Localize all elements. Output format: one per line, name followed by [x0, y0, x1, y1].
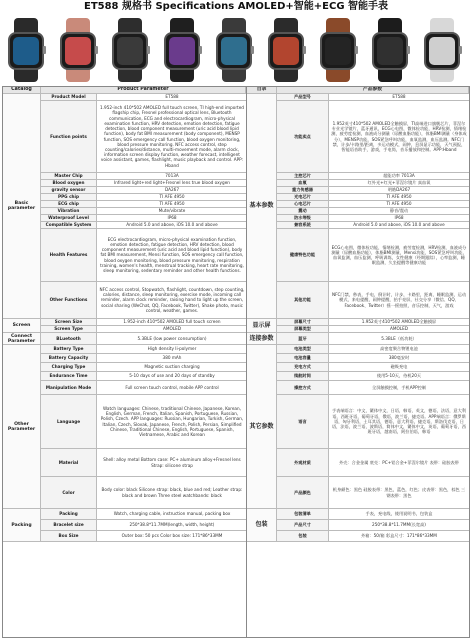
spec-key: Box Size [41, 531, 97, 541]
spec-key: Charging Type [41, 363, 97, 371]
spec-value: AMOLED [163, 326, 181, 332]
header-parameter: Product Parameter [41, 87, 246, 93]
spec-value: Watch languages: Chinese, traditional Chinese, Japanese, Korean, English, German, French, Italian, Spanish, Portuguese, Russian, Polish, Czech. APP languages: Russian, Hungarian, Turkish, German, Italian, Czech, Slovak, Japanese, French, Polish, Persian, Simplified Chinese, Traditional Chinese, English, Portuguese, Spanish, Vietnamese, Arabic and Korean [100, 405, 244, 437]
spec-value: 全屏触摸控制，手机APP控制 [372, 384, 426, 390]
spec-row [247, 326, 469, 333]
spec-value: 1.952-inch 410*502 AMOLED full touch screen [123, 319, 221, 325]
spec-value: TI AFE 4950 [386, 201, 412, 207]
spec-value: TI AFE 4950 [159, 194, 185, 200]
spec-key: 其他功能 [277, 282, 329, 318]
spec-row [247, 345, 469, 354]
spec-key: Battery Type [41, 345, 97, 353]
watch-brown-icon [314, 18, 362, 82]
spec-key: Language [41, 395, 97, 448]
category-label: 连接参数 [247, 333, 277, 345]
spec-row [247, 372, 469, 381]
spec-value: DA267 [164, 187, 179, 193]
spec-value: Body color: black Silicone strap: black, blue and red; Leather strap: black and brown Three steel watchbands: black [101, 487, 243, 498]
spec-row [247, 215, 469, 222]
spec-value: 使用5-10天，待机20天 [376, 373, 422, 379]
spec-key: Product Model [41, 94, 97, 100]
watch-black-icon [2, 18, 50, 82]
spec-sheet [2, 86, 470, 638]
spec-value: ET588 [165, 94, 179, 100]
spec-value: 外箱：50/箱 彩盒尺寸：171*86*33MM [361, 533, 437, 539]
chinese-spec-table [247, 87, 469, 637]
spec-value: 高密度聚合物锂电池 [380, 346, 418, 352]
spec-value: ECG心电图，微体检功能，情绪检测，疲劳度检测，HRV检测，血液成分测量（尿酸血脂功能），体脂BMI测量，Mensi功能，SOS紧急呼叫功能，血氧监测，血压监测，呼吸训练，女性健康（经期跟踪），心率监测，睡眠监测，久坐提醒等健康功能 [331, 244, 467, 266]
category-label: 其它参数 [247, 345, 277, 509]
spec-value: ECG electrocardiogram, micro-physical examination function, emotion detection, fatigue detection, HRV detection, blood component measurement (uric acid and blood lipid function), body fat BMI measurement, Mensi function, SOS emergency call function, blood oxygen monitoring, blood pressure monitoring, respiration training, women's health, menstrual tracking, heart rate monitoring, sleep monitoring, sedentary reminder and other health functions. [100, 236, 244, 273]
spec-key: 重力传感器 [277, 187, 329, 193]
spec-key: 蓝牙 [277, 333, 329, 344]
spec-row [247, 395, 469, 449]
spec-row [247, 201, 469, 208]
spec-value: 手表，充电线，使用说明书，包装盒 [365, 511, 433, 517]
spec-key: 光电芯片 [277, 194, 329, 200]
category-label: 包装 [247, 509, 277, 542]
spec-value: 红外光+红光+菲涅尔镜片 真血氧 [367, 180, 431, 186]
spec-row [247, 449, 469, 477]
spec-value: 1.952英寸410*502 AMOLED全触摸屏，TI高端进口旗舰芯片，菲涅尔专业光学镜片，蓝牙通讯，ECG心电图，微体检功能，HRV检测，情绪检测，疲劳度检测，血液成分测量（尿酸血脂功能），体脂BMI测量（身体成分），MENSP功能，SOS紧急呼叫功能，血氧监测，血压监测。NFC门禁，计步/卡路里/距离，多运动模式，闹钟，息屏显示功能，天气预报，智能语音助手，游戏，手电筒，音乐播放和控制。APP:Hband [331, 120, 467, 152]
spec-value: Mute/vibrate [158, 208, 186, 214]
spec-value: Outer box: 50 pcs Color box size: 171*86*33MM [121, 533, 223, 539]
spec-row [247, 354, 469, 363]
spec-key: Bracelet size [41, 520, 97, 530]
spec-key: 血氧 [277, 180, 329, 186]
category-label: Connect Parameter [3, 333, 41, 345]
spec-key: Battery Capacity [41, 354, 97, 362]
spec-row [247, 194, 469, 201]
spec-key: Vibration [41, 208, 97, 214]
spec-value: Shell: alloy metal Bottom case: PC+ aluminum alloy+Fresnel lens Strap: silicone strap [103, 457, 241, 468]
header-catalog: Catalog [3, 87, 41, 93]
spec-row [247, 509, 469, 520]
spec-key: 屏幕类型 [277, 326, 329, 332]
spec-row [247, 208, 469, 215]
spec-row [247, 173, 469, 180]
spec-row [247, 520, 469, 531]
spec-key: 兼容系统 [277, 222, 329, 228]
spec-value: TI AFE 4950 [386, 194, 412, 200]
spec-key: Endurance Time [41, 372, 97, 380]
category-label: 基本参数 [247, 94, 277, 319]
spec-value: 超能功率 7013A [383, 173, 415, 179]
spec-row [247, 94, 469, 101]
spec-key: 产品型号 [277, 94, 329, 100]
spec-row [247, 381, 469, 395]
spec-value: IP68 [394, 215, 404, 221]
spec-value: NFC access control, Stopwatch, flashlight, countdown, step counting, calories, distance, sleep monitoring, exercise mode, incoming call reminder, alarm clock reminder, raising hand to light up the screen, social sharing (WeChat, QQ, Facebook, Twitter), Shake photo, music control, weather, games. [99, 286, 245, 313]
spec-key: Master Chip [41, 173, 97, 179]
spec-value: 380毫安时 [388, 355, 410, 361]
spec-value: 1.952英寸410*502 AMOLED全触摸屏 [361, 319, 437, 325]
header-catalog: 目录 [247, 87, 277, 93]
spec-row [247, 282, 469, 319]
spec-key: Packing [41, 509, 97, 519]
watch-red-icon [262, 18, 310, 82]
spec-key: 语言 [277, 395, 329, 448]
spec-value: Android 5.0 and above, iOS 10.0 and above [126, 222, 218, 228]
spec-row [247, 363, 469, 372]
spec-value: 5.3BLE（低功耗） [381, 335, 417, 341]
spec-key: Blood oxygen [41, 180, 97, 186]
spec-key: 心电芯片 [277, 201, 329, 207]
spec-key: 操控方式 [277, 381, 329, 394]
spec-row [247, 187, 469, 194]
spec-value: 外壳：合金金属 底壳：PC+铝合金+菲涅尔镜片 表带：硅胶表带 [339, 459, 459, 465]
spec-value: 静音/震动 [389, 208, 409, 214]
spec-value: Watch, charging cable, instruction manual, packing box [113, 511, 231, 517]
product-image-strip [2, 16, 470, 84]
spec-value: Infrared light+red light+Fresnel lens true blood oxygen [114, 180, 230, 186]
spec-key: 续航时间 [277, 372, 329, 380]
spec-value: ET588 [392, 94, 406, 100]
table-header [247, 87, 469, 94]
spec-row [247, 531, 469, 542]
spec-value: 磁吸充电 [390, 364, 408, 370]
watch-side-icon [366, 18, 414, 82]
spec-value: Android 5.0 and above, iOS 10.0 and above [353, 222, 445, 228]
page-title: ET588 规格书 Specifications AMOLED+智能+ECG 智能手表 [83, 1, 389, 12]
spec-value: 1.952-inch 410*502 AMOLED full touch screen, TI high-end imported flagship chip, Fresnel professional optical lens, Bluetooth communication, ECG and electrocardiogram, micro-physical examination function, HRV detection, emotion detection, fatigue detection, blood component measurement (uric acid blood lipid function), body fat BMI measurement (body component), MENSP function, SOS emergency call function, blood oxygen monitoring, blood pressure monitoring. NFC access control, step counting/calories/distance, multi-movement mode, alarm clock, information screen display function, weather forecast, intelligent voice assistant, games, flashlight, music playback and control. APP: Hband [100, 105, 244, 168]
spec-key: 充电方式 [277, 363, 329, 371]
spec-value: 380 mAh [162, 355, 182, 361]
spec-value: 7013A [165, 173, 179, 179]
spec-key: 包装 [277, 531, 329, 541]
spec-value: 250*38.8*11.7MM(长宽高) [372, 522, 426, 528]
spec-key: PPG chip [41, 194, 97, 200]
spec-key: 外观材质 [277, 449, 329, 476]
watch-purple-icon [158, 18, 206, 82]
spec-row [247, 229, 469, 282]
spec-value: Full screen touch control, mobile APP control [125, 384, 219, 390]
spec-key: gravity sensor [41, 187, 97, 193]
spec-key: 电池容量 [277, 354, 329, 362]
watch-pink-icon [54, 18, 102, 82]
spec-key: Screen Type [41, 326, 97, 332]
spec-value: TI AFE 4950 [159, 201, 185, 207]
spec-key: Color [41, 477, 97, 508]
category-label: Packing [3, 509, 41, 542]
spec-key: Manipulation Mode [41, 381, 97, 394]
spec-key: 防水等级 [277, 215, 329, 221]
spec-row [247, 180, 469, 187]
spec-key: 产品尺寸 [277, 520, 329, 530]
spec-key: Waterproof Level [41, 215, 97, 221]
spec-key: 主控芯片 [277, 173, 329, 179]
spec-key: Compatible System [41, 222, 97, 228]
spec-key: Health Features [41, 229, 97, 281]
spec-row [247, 477, 469, 509]
spec-key: BLuetooth [41, 333, 97, 344]
spec-value: 机身颜色：黑色 硅胶表带：黑色，蓝色，红色；皮表带：黑色，棕色 三钢表带：黑色 [332, 487, 466, 498]
watch-dark-icon [106, 18, 154, 82]
spec-key: Function points [41, 101, 97, 172]
spec-key: Screen Size [41, 319, 97, 325]
category-label: Basic parameter [3, 94, 41, 319]
table-header [3, 87, 246, 94]
spec-key: 包装清单 [277, 509, 329, 519]
watch-blue-icon [210, 18, 258, 82]
category-label: Screen [3, 319, 41, 333]
spec-key: ECG chip [41, 201, 97, 207]
category-label: 显示屏 [247, 319, 277, 333]
spec-value: 5.3BLE (low power consumption) [137, 335, 207, 341]
spec-key: 健康特色功能 [277, 229, 329, 281]
spec-row [247, 319, 469, 326]
spec-row [247, 101, 469, 173]
spec-value: 手表端语言：中文，繁体中文，日语，韩语，英文，德语，法语，意大利语，西班牙语，葡萄牙语，俄语，波兰语，捷克语。APP端语言：俄罗斯语，匈牙利语，土耳其语，德语，意大利语，捷克语，斯洛伐克语，日语，法语，波兰语，波斯语，简体中文，繁体中文，英语，葡萄牙语，西班牙语，越南语，阿拉伯语，韩语 [331, 408, 466, 435]
spec-value: AMOLED [390, 326, 408, 332]
spec-value: High density li-polymer [147, 346, 197, 352]
spec-key: Other Functions [41, 282, 97, 318]
spec-value: 5-10 days of use and 20 days of standby [129, 373, 215, 379]
spec-value: 250*38.8*11.7MM(length, width, height) [129, 522, 215, 528]
spec-key: 功能卖点 [277, 101, 329, 172]
spec-value: IP68 [167, 215, 177, 221]
spec-key: Material [41, 449, 97, 476]
spec-key: 震动 [277, 208, 329, 214]
header-parameter: 产品参数 [277, 87, 469, 93]
spec-row [247, 333, 469, 345]
spec-value: 明皓DA267 [387, 187, 411, 193]
spec-key: 产品颜色 [277, 477, 329, 508]
spec-value: NFC门禁，秒表，手电，倒计时，计步，卡路里，距离，睡眠监测，运动模式，来电提醒，闹钟提醒，抬手亮屏，社交分享（微信、QQ、Facebook、Twitter）摇一摇拍照，音乐控制，天气，游戏 [331, 292, 467, 308]
spec-row [247, 222, 469, 229]
spec-value: Magnetic suction charging [144, 364, 200, 370]
watch-silver-icon [418, 18, 466, 82]
english-spec-table [3, 87, 247, 637]
category-label: Other Parameter [3, 345, 41, 509]
spec-key: 屏幕尺寸 [277, 319, 329, 325]
spec-key: 电池类型 [277, 345, 329, 353]
